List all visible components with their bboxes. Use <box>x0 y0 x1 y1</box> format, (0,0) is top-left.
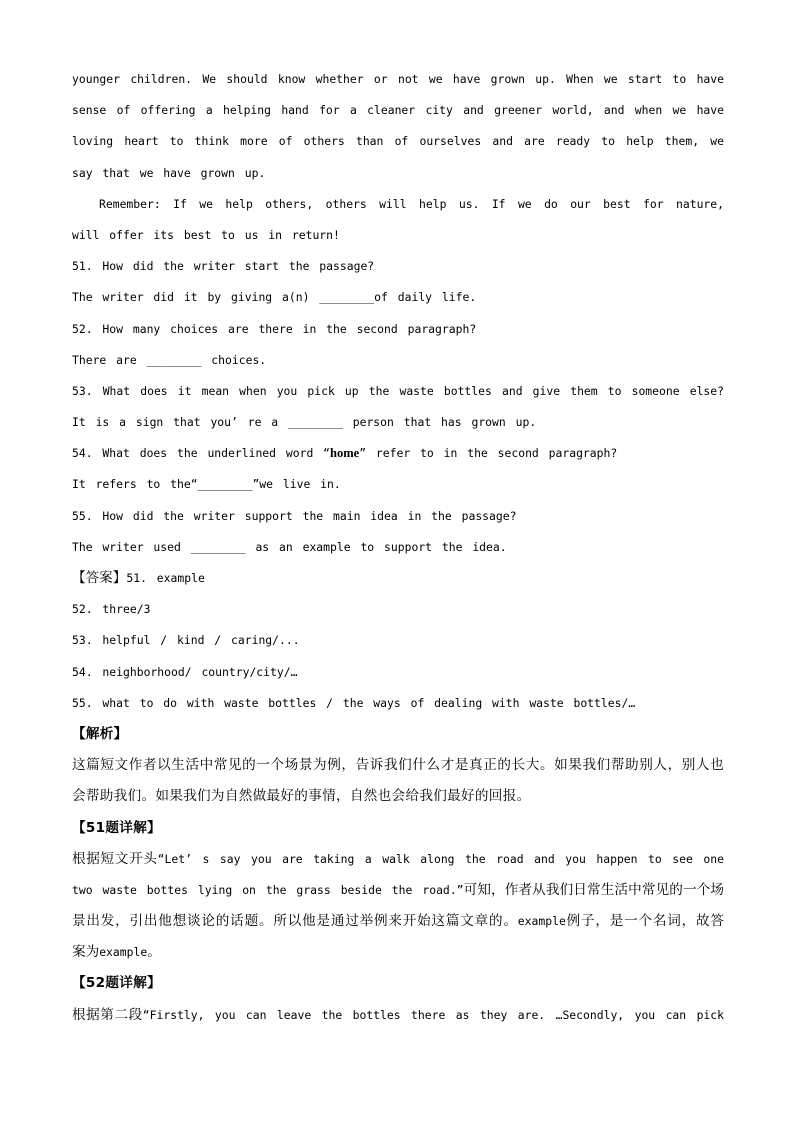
detail-52-line <box>72 1000 724 1031</box>
detail-51-quote: two waste bottes lying on the grass beside the road.” <box>72 882 464 897</box>
answer-52: 52. three/3 <box>72 602 151 617</box>
answer-prompt-51: The writer did it by giving a(n) ________of daily life. <box>72 290 477 305</box>
detail-51-term: example <box>99 945 148 960</box>
detail-51-text-zh: 案为 <box>72 944 100 961</box>
question-54 <box>72 438 724 469</box>
passage-line: sense of offering a helping hand for a cleaner city and greener world, and when we have <box>72 103 724 118</box>
answer-54: 54. neighborhood/ country/city/… <box>72 664 298 679</box>
answers-label: 【答案】 <box>72 570 127 586</box>
question-54-prefix: 54. What does the underlined word “ <box>72 446 331 461</box>
question-51: 51. How did the writer start the passage? <box>72 259 375 274</box>
question-54-suffix: ” refer to in the second paragraph? <box>359 446 618 461</box>
answer-prompt-54: It refers to the“________”we live in. <box>72 477 341 492</box>
detail-51-quote: “Let’ s say you are taking a walk along the road and you happen to see one <box>157 851 724 866</box>
document-page <box>72 64 724 1031</box>
answers-header-line <box>72 563 724 594</box>
detail-51-text-zh: 可知，作者从我们日常生活中常见的一个场 <box>463 881 724 898</box>
question-52: 52. How many choices are there in the second paragraph? <box>72 321 477 336</box>
detail-51-line <box>72 906 724 937</box>
detail-51-line <box>72 937 724 968</box>
answer-53: 53. helpful / kind / caring/... <box>72 633 300 648</box>
detail-51-line <box>72 844 724 875</box>
detail-52-label: 【52题详解】 <box>72 975 161 992</box>
analysis-line: 会帮助我们。如果我们为自然做最好的事情，自然也会给我们最好的回报。 <box>72 788 531 805</box>
detail-51-label: 【51题详解】 <box>72 819 161 836</box>
detail-52-quote: “Firstly, you can leave the bottles there as they are. …Secondly, you can pick <box>142 1007 724 1022</box>
question-55: 55. How did the writer support the main idea in the passage? <box>72 508 517 523</box>
detail-51-text-zh: 例子，是一个名词，故答 <box>565 913 724 930</box>
answer-prompt-52: There are ________ choices. <box>72 352 267 367</box>
underlined-word-home: home <box>330 446 360 461</box>
answer-55: 55. what to do with waste bottles / the ways of dealing with waste bottles/… <box>72 695 636 710</box>
passage-line: say that we have grown up. <box>72 165 266 180</box>
question-53: 53. What does it mean when you pick up the waste bottles and give them to someone else? <box>72 383 724 398</box>
answer-prompt-53: It is a sign that you’ re a ________ person that has grown up. <box>72 415 537 430</box>
detail-51-line <box>72 875 724 906</box>
analysis-line: 这篇短文作者以生活中常见的一个场景为例，告诉我们什么才是真正的长大。如果我们帮助别人，别人也 <box>72 757 724 774</box>
detail-51-text-zh: 根据短文开头 <box>72 850 158 867</box>
detail-51-text-zh: 。 <box>147 944 161 961</box>
detail-52-text-zh: 根据第二段 <box>72 1006 143 1023</box>
passage-closing-line: Remember: If we help others, others will help us. If we do our best for nature, <box>99 196 724 211</box>
analysis-label: 【解析】 <box>72 725 128 742</box>
passage-line: younger children. We should know whether or not we have grown up. When we start to have <box>72 72 724 86</box>
detail-51-text-zh: 景出发，引出他想谈论的话题。所以他是通过举例来开始这篇文章的。 <box>72 913 518 930</box>
detail-51-term: example <box>517 914 566 929</box>
passage-line: loving heart to think more of others than of ourselves and are ready to help them, we <box>72 134 724 149</box>
answer-51: 51. example <box>126 571 205 585</box>
answer-prompt-55: The writer used ________ as an example to support the idea. <box>72 539 507 554</box>
passage-closing-line: will offer its best to us in return! <box>72 227 340 242</box>
